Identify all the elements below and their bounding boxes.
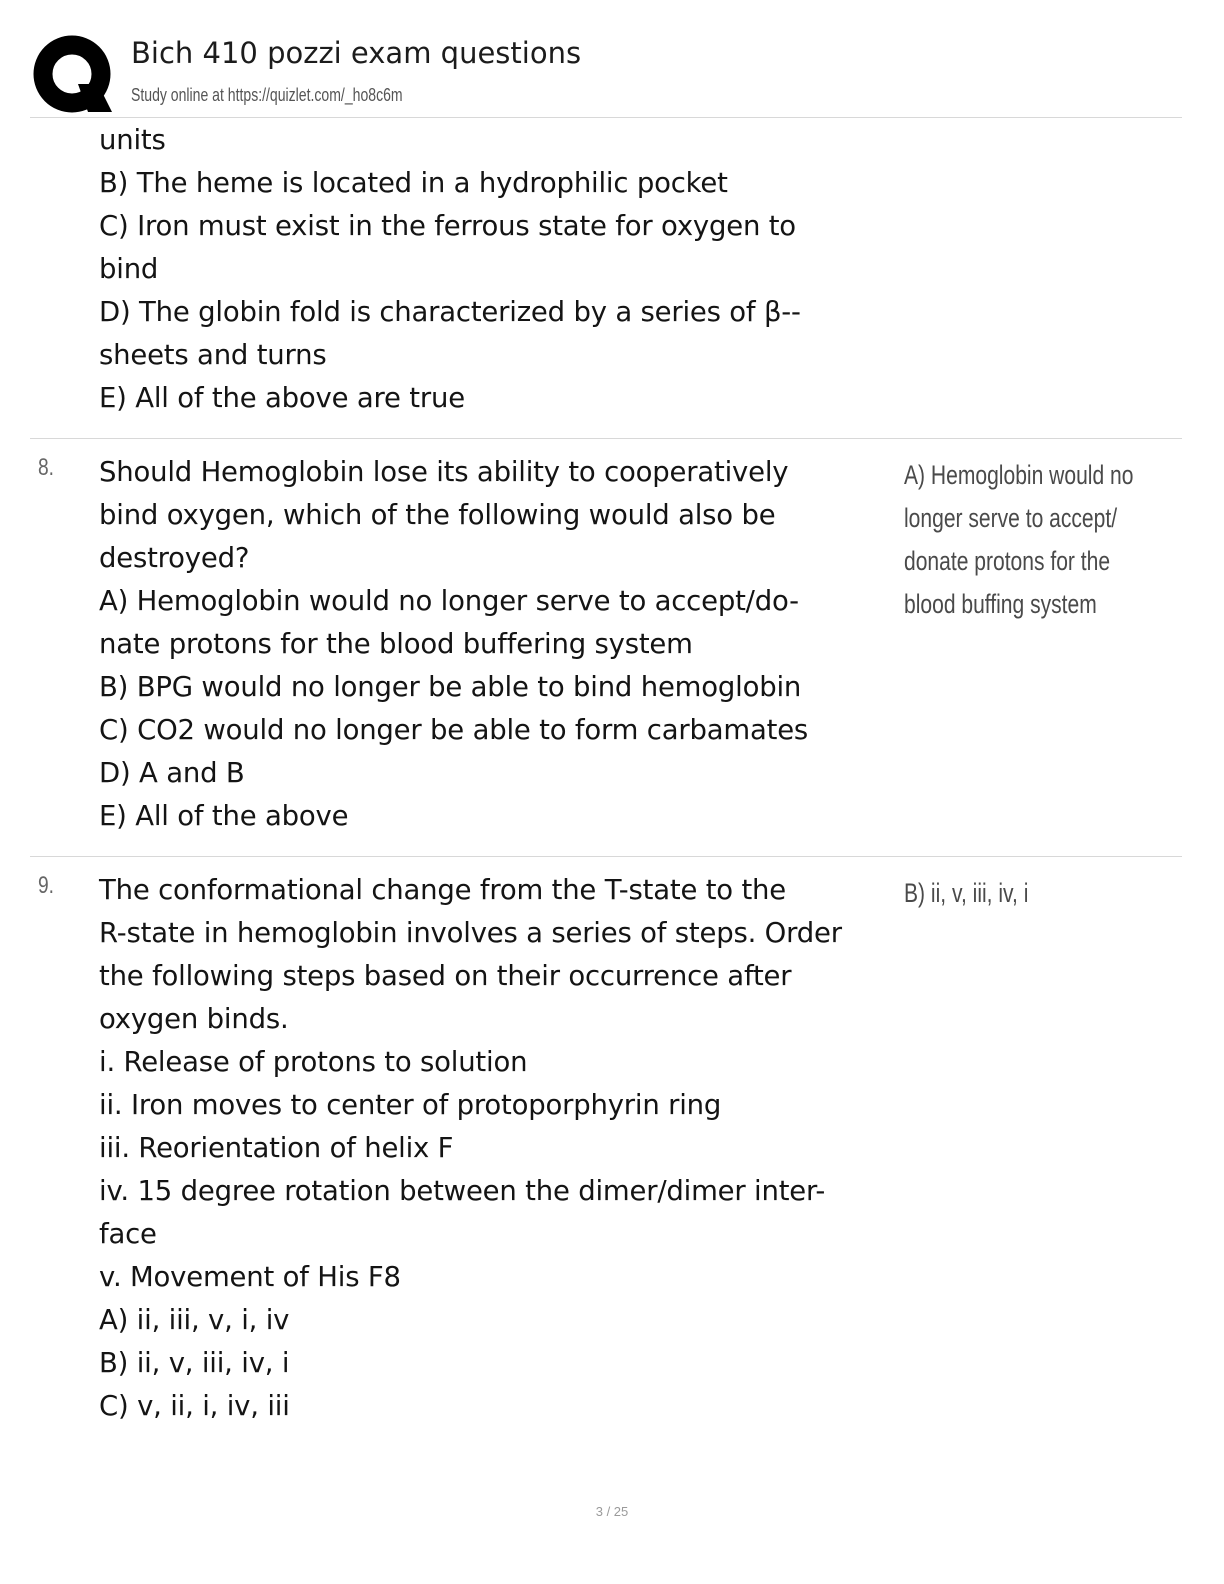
answer-text [904,872,1224,915]
question-line: R-state in hemoglobin involves a series of steps. Order [99,917,842,949]
answer-line: longer serve to accept/ [904,503,1118,533]
question-line: the following steps based on their occurrence after [99,960,792,992]
question-line: E) All of the above are true [99,382,465,414]
question-line: bind oxygen, which of the following would also be [99,499,776,531]
question-number: 8. [38,454,55,481]
question-line: A) ii, iii, v, i, iv [99,1304,290,1336]
page-indicator: 3 / 25 [595,1504,629,1519]
question-line: nate protons for the blood buffering system [99,628,693,660]
answer-text [904,454,1224,626]
question-line: oxygen binds. [99,1003,289,1035]
header-divider [30,117,1182,118]
question-line: iv. 15 degree rotation between the dimer/dimer inter- [99,1175,826,1207]
question-line: E) All of the above [99,800,349,832]
answer-line: donate protons for the [904,546,1111,576]
question-divider [30,856,1182,857]
question-line: C) Iron must exist in the ferrous state for oxygen to [99,210,796,242]
answer-line: blood buffing system [904,589,1097,619]
answer-line: A) Hemoglobin would no [904,460,1134,490]
question-line: v. Movement of His F8 [99,1261,401,1293]
question-line: B) The heme is located in a hydrophilic pocket [99,167,728,199]
question-line: B) BPG would no longer be able to bind hemoglobin [99,671,802,703]
question-line: i. Release of protons to solution [99,1046,528,1078]
question-line: The conformational change from the T-state to the [99,874,786,906]
question-line: D) A and B [99,757,245,789]
document-title: Bich 410 pozzi exam questions [131,36,582,70]
question-number: 9. [38,872,55,899]
page-header [30,30,1190,118]
quizlet-q-logo-icon [32,34,114,116]
answer-line: B) ii, v, iii, iv, i [904,878,1029,908]
question-line: iii. Reorientation of helix F [99,1132,454,1164]
question-line: destroyed? [99,542,250,574]
question-line: Should Hemoglobin lose its ability to cooperatively [99,456,789,488]
question-line: B) ii, v, iii, iv, i [99,1347,290,1379]
question-line: sheets and turns [99,339,327,371]
question-divider [30,438,1182,439]
question-line: C) CO2 would no longer be able to form carbamates [99,714,809,746]
question-line: A) Hemoglobin would no longer serve to accept/do- [99,585,799,617]
question-line: ii. Iron moves to center of protoporphyrin ring [99,1089,722,1121]
question-line: face [99,1218,157,1250]
study-online-link[interactable]: Study online at https://quizlet.com/_ho8c6m [131,85,403,105]
question-line: C) v, ii, i, iv, iii [99,1390,290,1422]
question-line: units [99,124,166,156]
question-line: D) The globin fold is characterized by a series of β-- [99,296,801,328]
question-line: bind [99,253,159,285]
